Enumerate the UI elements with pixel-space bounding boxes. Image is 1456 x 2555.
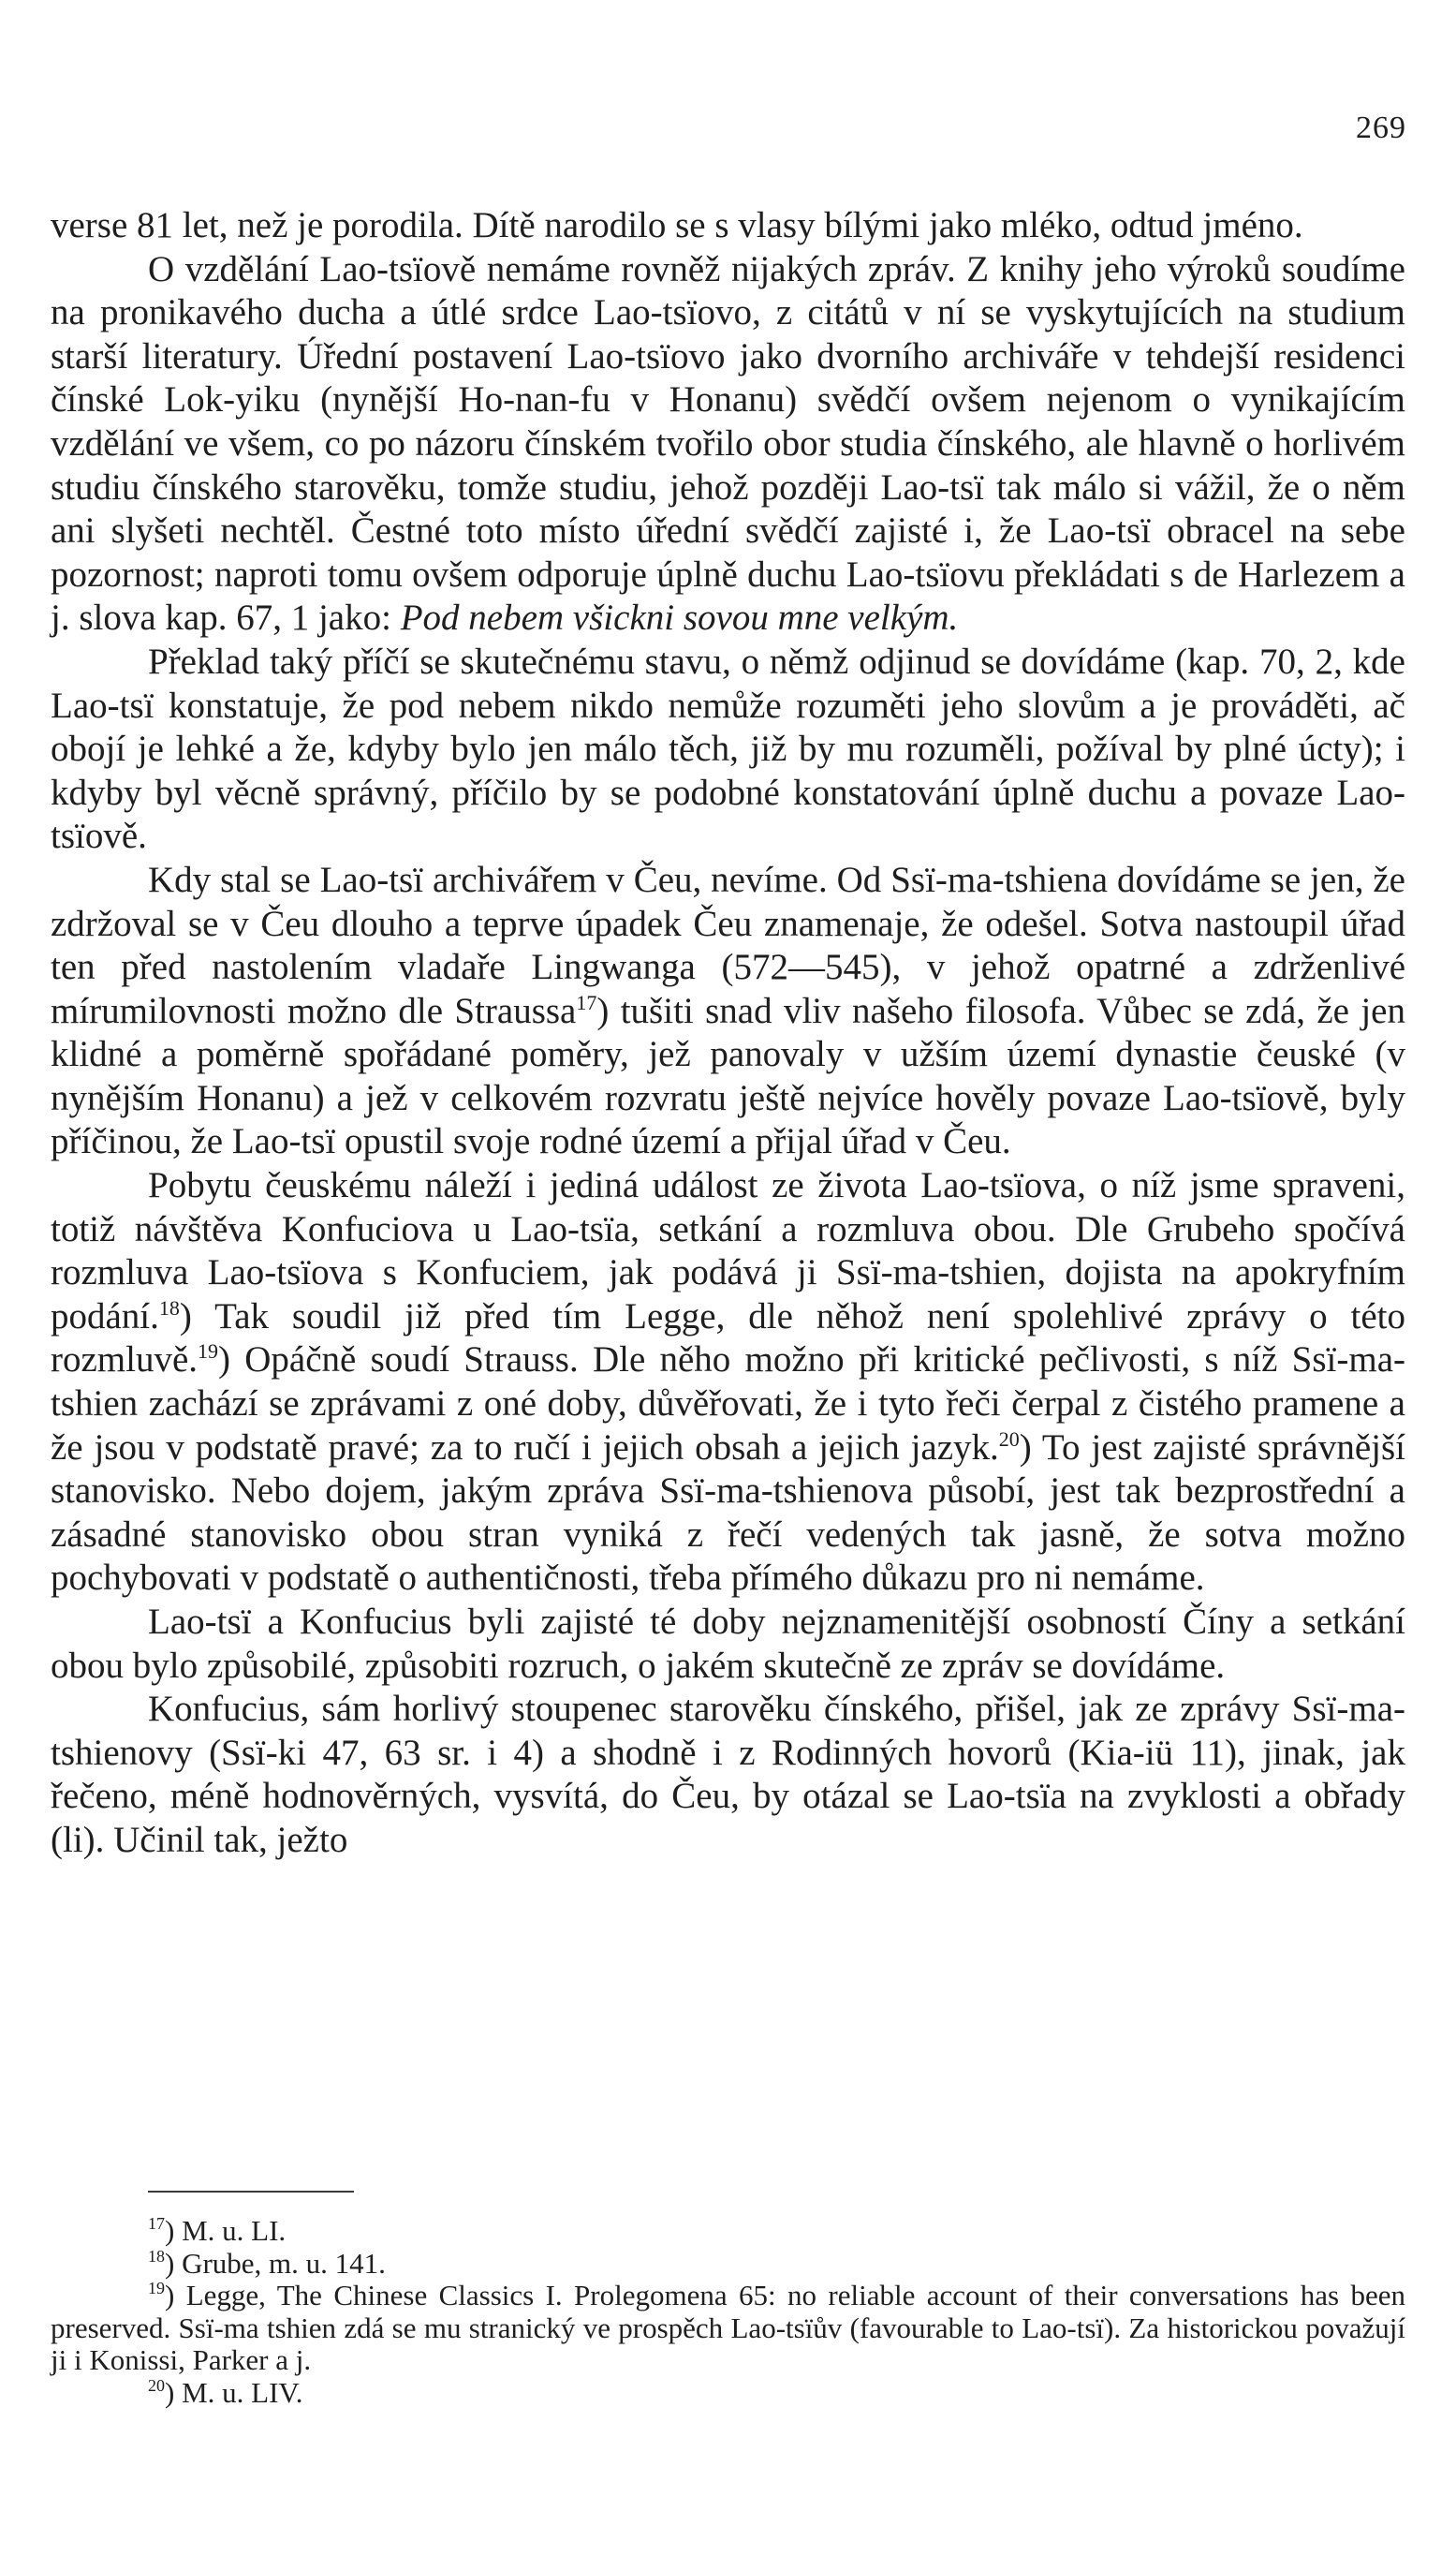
italic-quotation: Pod nebem všickni sovou mne velkým. bbox=[400, 598, 959, 639]
paragraph bbox=[51, 859, 1405, 1164]
paragraph-text: verse 81 let, než je porodila. Dítě narodilo se s vlasy bílými jako mléko, odtud jméno. bbox=[51, 205, 1303, 245]
footnote-divider bbox=[148, 2191, 354, 2193]
paragraph bbox=[51, 204, 1405, 248]
paragraph-text: ) Tak soudil již před tím Legge, dle něhož není spolehlivé zprávy o této rozmluvě. bbox=[51, 1295, 1405, 1381]
footnote-number: 18 bbox=[148, 2246, 165, 2266]
paragraph-text: ) To jest zajisté správnější stanovisko. Nebo dojem, jakým zpráva Ssï-ma-tshienova působí, jest tak bezprostřední a zásadné stanovisko obou stran vyniká z řečí vedených tak jasně, že sotva možno pochybovati v podstatě o authentičnosti, třeba přímého důkazu pro ni nemáme. bbox=[51, 1426, 1405, 1599]
paragraph-text: Konfucius, sám horlivý stoupenec starověku čínského, přišel, jak ze zprávy Ssï-ma-tshienovy (Ssï-ki 47, 63 sr. i 4) a shodně i z Rodinných hovorů (Kia-iü 11), jinak, jak řečeno, méně hodnověrných, vysvítá, do Čeu, by otázal se Lao-tsïa na zvyklosti a obřady (li). Učinil tak, ježto bbox=[51, 1689, 1405, 1860]
paragraph-text: Kdy stal se Lao-tsï archivářem v Čeu, nevíme. Od Ssï-ma-tshiena dovídáme se jen, že zdržoval se v Čeu dlouho a teprve úpadek Čeu znamenaje, že odešel. Sotva nastoupil úřad ten před nastolením vladaře Lingwanga (572—545), v jehož opatrné a zdrženlivé mírumilovnosti možno dle Straussa bbox=[51, 859, 1405, 1031]
paragraph-text: ) tušiti snad vliv našeho filosofa. Vůbec se zdá, že jen klidné a poměrně spořádané poměry, jež panovaly v užším území dynastie čeuské (v nynějším Honanu) a jež v celkovém rozvratu ještě nejvíce hověly povaze Lao-tsïově, byly příčinou, že Lao-tsï opustil svoje rodné území a přijal úřad v Čeu. bbox=[51, 990, 1405, 1162]
footnote bbox=[51, 2215, 1405, 2248]
body-text bbox=[51, 204, 1405, 1863]
footnote-reference: 19 bbox=[198, 1339, 219, 1364]
paragraph-text: Lao-tsï a Konfucius byli zajisté té doby nejznamenitější osobností Číny a setkání obou bylo způsobilé, způsobiti rozruch, o jakém skutečně ze zpráv se dovídáme. bbox=[51, 1602, 1405, 1686]
footnote bbox=[51, 2248, 1405, 2281]
footnote-reference: 20 bbox=[998, 1426, 1020, 1451]
paragraph bbox=[51, 1164, 1405, 1601]
page-number: 269 bbox=[1356, 111, 1406, 145]
footnote-number: 19 bbox=[148, 2279, 165, 2297]
footnote-text: ) M. u. LI. bbox=[165, 2214, 287, 2247]
paragraph-text: O vzdělání Lao-tsïově nemáme rovněž nijakých zpráv. Z knihy jeho výroků soudíme na pronikavého ducha a útlé srdce Lao-tsïovo, z citátů v ní se vyskytujících na studium starší literatury. Úřední postavení Lao-tsïovo jako dvorního archiváře v tehdejší residenci čínské Lok-yiku (nynější Ho-nan-fu v Honanu) svědčí ovšem nejenom o vynikajícím vzdělání ve všem, co po názoru čínském tvořilo obor studia čínského, ale hlavně o horlivém studiu čínského starověku, tomže studiu, jehož později Lao-tsï tak málo si vážil, že o něm ani slyšeti nechtěl. Čestné toto místo úřední svědčí zajisté i, že Lao-tsï obracel na sebe pozornost; naproti tomu ovšem odporuje úplně duchu Lao-tsïovu překládati s de Harlezem a j. slova kap. 67, 1 jako: bbox=[51, 248, 1405, 639]
footnote-reference: 17 bbox=[576, 990, 597, 1014]
footnotes bbox=[51, 2215, 1405, 2409]
paragraph bbox=[51, 248, 1405, 641]
paragraph bbox=[51, 641, 1405, 859]
footnote-text: ) Legge, The Chinese Classics I. Prolegomena 65: no reliable account of their conversations has been preserved. Ssï-ma tshien zdá se mu stranický ve prospěch Lao-tsïův (favourable to Lao-tsï). Za historickou považují ji i Konissi, Parker a j. bbox=[51, 2279, 1405, 2376]
footnote-text: ) M. u. LIV. bbox=[165, 2375, 303, 2409]
footnote-reference: 18 bbox=[158, 1295, 180, 1320]
footnote-number: 17 bbox=[148, 2214, 165, 2233]
footnote-number: 20 bbox=[148, 2375, 165, 2395]
paragraph-text: Pobytu čeuskému náleží i jediná událost ze života Lao-tsïova, o níž jsme spraveni, totiž návštěva Konfuciova u Lao-tsïa, setkání a rozmluva obou. Dle Grubeho spočívá rozmluva Lao-tsïova s Konfuciem, jak podává ji Ssï-ma-tshien, dojista na apokryfním podání. bbox=[51, 1165, 1405, 1337]
footnote bbox=[51, 2280, 1405, 2377]
footnote-text: ) Grube, m. u. 141. bbox=[165, 2246, 386, 2280]
paragraph bbox=[51, 1601, 1405, 1688]
paragraph-text: Překlad taký příčí se skutečnému stavu, o němž odjinud se dovídáme (kap. 70, 2, kde Lao-tsï konstatuje, že pod nebem nikdo nemůže rozuměti jeho slovům a je prováděti, ač obojí je lehké a že, kdyby bylo jen málo těch, již by mu rozuměli, požíval by plné úcty); i kdyby byl věcně správný, příčilo by se podobné konstatování úplně duchu a povaze Lao-tsïově. bbox=[51, 641, 1405, 857]
footnote bbox=[51, 2377, 1405, 2410]
paragraph bbox=[51, 1688, 1405, 1862]
paragraph-text: ) Opáčně soudí Strauss. Dle něho možno při kritické pečlivosti, s níž Ssï-ma-tshien zachází se zprávami z oné doby, důvěřovati, že i tyto řeči čerpal z čistého pramene a že jsou v podstatě pravé; za to ručí i jejich obsah a jejich jazyk. bbox=[51, 1339, 1405, 1468]
